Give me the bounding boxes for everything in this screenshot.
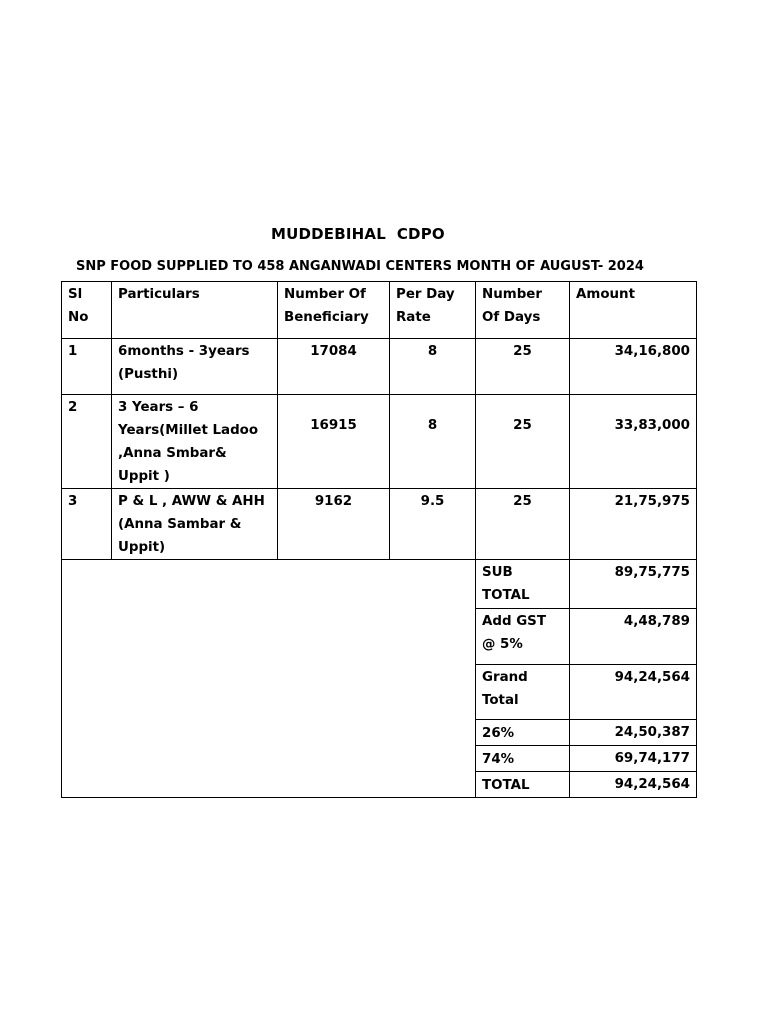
cell-days: 25 <box>476 339 570 395</box>
cell-sl-no: 2 <box>62 395 112 489</box>
summary-label: 74% <box>476 746 570 772</box>
page-subtitle: SNP FOOD SUPPLIED TO 458 ANGANWADI CENTERS MONTH OF AUGUST- 2024 <box>76 259 644 274</box>
cell-days: 25 <box>476 395 570 489</box>
cell-particulars: P & L , AWW & AHH (Anna Sambar & Uppit) <box>112 489 278 560</box>
cell-particulars: 6months - 3years (Pusthi) <box>112 339 278 395</box>
cell-sl-no: 1 <box>62 339 112 395</box>
summary-value: 69,74,177 <box>570 746 697 772</box>
summary-row-subtotal <box>62 560 697 609</box>
summary-value: 24,50,387 <box>570 720 697 746</box>
cell-days: 25 <box>476 489 570 560</box>
cell-beneficiary: 17084 <box>278 339 390 395</box>
header-per-day-rate: Per Day Rate <box>390 282 476 339</box>
header-particulars: Particulars <box>112 282 278 339</box>
summary-value: 94,24,564 <box>570 772 697 798</box>
cell-sl-no: 3 <box>62 489 112 560</box>
cell-rate: 8 <box>390 395 476 489</box>
cell-beneficiary: 9162 <box>278 489 390 560</box>
summary-value: 89,75,775 <box>570 560 697 609</box>
summary-label: Add GST @ 5% <box>476 609 570 665</box>
summary-value: 4,48,789 <box>570 609 697 665</box>
cell-amount: 33,83,000 <box>570 395 697 489</box>
table-row <box>62 395 697 489</box>
cell-amount: 34,16,800 <box>570 339 697 395</box>
cell-beneficiary: 16915 <box>278 395 390 489</box>
table-row <box>62 339 697 395</box>
table-row <box>62 489 697 560</box>
cell-amount: 21,75,975 <box>570 489 697 560</box>
blank-area <box>62 560 476 798</box>
cell-rate: 9.5 <box>390 489 476 560</box>
summary-label: 26% <box>476 720 570 746</box>
summary-label: TOTAL <box>476 772 570 798</box>
summary-value: 94,24,564 <box>570 665 697 720</box>
snp-food-table <box>61 281 697 798</box>
summary-label: Grand Total <box>476 665 570 720</box>
summary-label: SUB TOTAL <box>476 560 570 609</box>
table-header-row <box>62 282 697 339</box>
cell-rate: 8 <box>390 339 476 395</box>
header-number-of-days: Number Of Days <box>476 282 570 339</box>
header-sl-no: Sl No <box>62 282 112 339</box>
header-amount: Amount <box>570 282 697 339</box>
page-title: MUDDEBIHAL CDPO <box>271 225 445 243</box>
cell-particulars: 3 Years – 6 Years(Millet Ladoo ,Anna Smbar& Uppit ) <box>112 395 278 489</box>
header-beneficiary: Number Of Beneficiary <box>278 282 390 339</box>
